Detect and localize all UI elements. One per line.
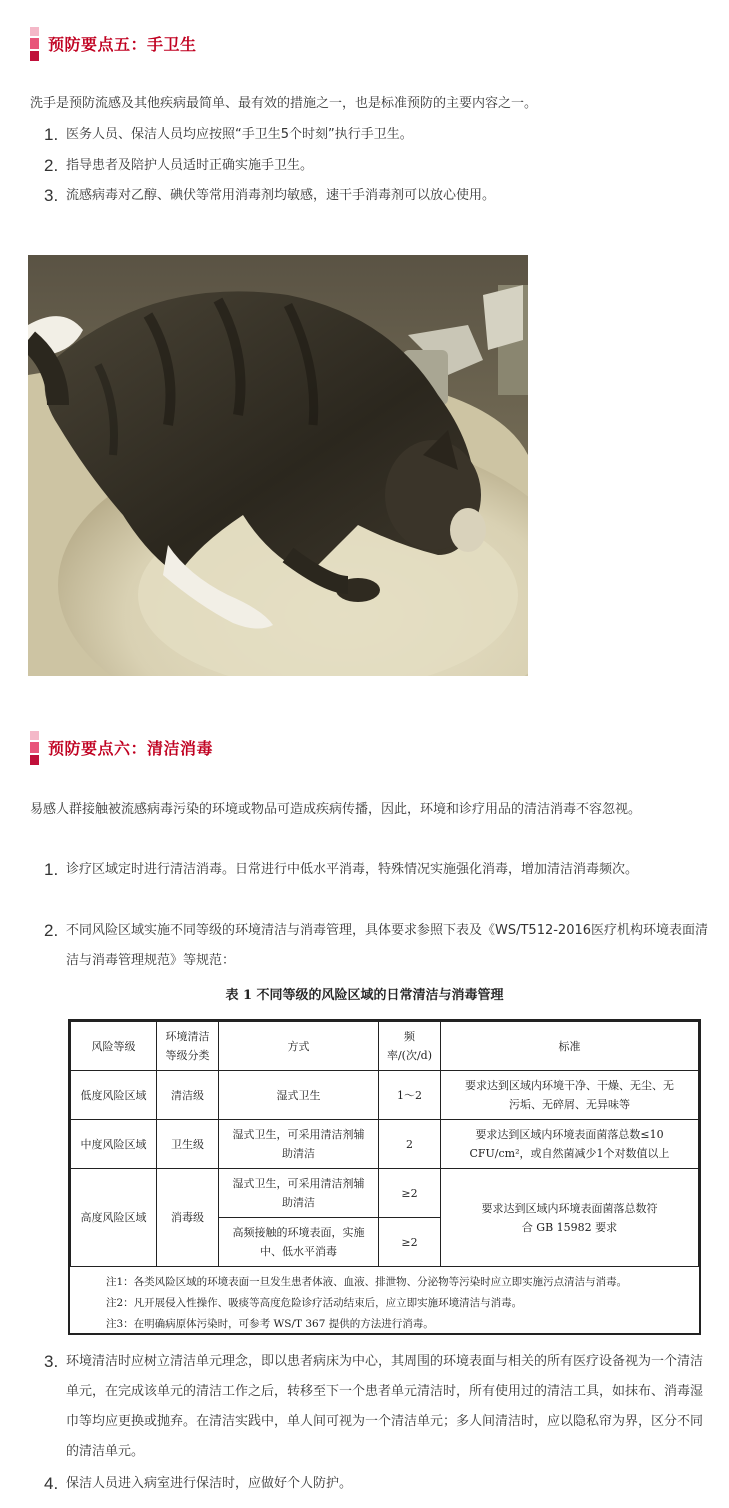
list-text: 不同风险区域实施不同等级的环境清洁与消毒管理，具体要求参照下表及《WS/T512-2016医疗机构环境表面清洁与消毒管理规范》等规范： bbox=[66, 923, 709, 968]
section-header-cleaning bbox=[30, 731, 430, 765]
cell-level: 清洁级 bbox=[157, 1071, 219, 1120]
list-text: 保洁人员进入病室进行保洁时，应做好个人防护。 bbox=[66, 1476, 353, 1491]
cell-standard: 要求达到区域内环境干净、干燥、无尘、无污垢、无碎屑、无异味等 bbox=[441, 1071, 699, 1120]
section-marker-icon bbox=[30, 27, 39, 61]
table-note: 注1：各类风险区域的环境表面一旦发生患者体液、血液、排泄物、分泌物等污染时应立即实施污点清洁与消毒。 bbox=[106, 1276, 628, 1288]
table-notes bbox=[70, 1267, 699, 1335]
cleaning-standards-table bbox=[68, 1019, 701, 1335]
list-text: 诊疗区域定时进行清洁消毒。日常进行中低水平消毒，特殊情况实施强化消毒，增加清洁消毒频次。 bbox=[66, 862, 639, 877]
table-note: 注2：凡开展侵入性操作、吸痰等高度危险诊疗活动结束后，应立即实施环境清洁与消毒。 bbox=[106, 1297, 523, 1309]
list-number: 3. bbox=[44, 1352, 59, 1371]
intro-paragraph: 洗手是预防流感及其他疾病最简单、最有效的措施之一，也是标准预防的主要内容之一。 bbox=[30, 96, 538, 111]
list-text: 指导患者及陪护人员适时正确实施手卫生。 bbox=[66, 158, 314, 173]
cell-frequency: ≥2 bbox=[379, 1218, 441, 1267]
list-text: 流感病毒对乙醇、碘伏等常用消毒剂均敏感，速干手消毒剂可以放心使用。 bbox=[66, 188, 496, 203]
cell-method: 湿式卫生，可采用清洁剂辅助清洁 bbox=[219, 1120, 379, 1169]
header-risk-level: 风险等级 bbox=[71, 1022, 157, 1071]
section-header-hand-hygiene bbox=[30, 27, 430, 61]
cell-method: 湿式卫生 bbox=[219, 1071, 379, 1120]
list-item bbox=[44, 855, 710, 885]
list-number: 1. bbox=[44, 125, 59, 144]
list-text: 医务人员、保洁人员均应按照“手卫生5个时刻”执行手卫生。 bbox=[66, 127, 413, 142]
cell-risk: 中度风险区域 bbox=[71, 1120, 157, 1169]
table-row bbox=[71, 1071, 699, 1120]
header-method: 方式 bbox=[219, 1022, 379, 1071]
header-clean-level: 环境清洁等级分类 bbox=[157, 1022, 219, 1071]
list-number: 2. bbox=[44, 156, 59, 175]
list-number: 4. bbox=[44, 1474, 59, 1493]
list-item bbox=[44, 120, 710, 150]
table-note: 注3：在明确病原体污染时，可参考 WS/T 367 提供的方法进行消毒。 bbox=[106, 1318, 434, 1330]
cell-method: 湿式卫生，可采用清洁剂辅助清洁 bbox=[219, 1169, 379, 1218]
cell-frequency: 1～2 bbox=[379, 1071, 441, 1120]
section-title: 预防要点五：手卫生 bbox=[48, 35, 197, 54]
header-standard: 标准 bbox=[441, 1022, 699, 1071]
list-text: 环境清洁时应树立清洁单元理念，即以患者病床为中心，其周围的环境表面与相关的所有医疗设备视为一个清洁单元，在完成该单元的清洁工作之后，转移至下一个患者单元清洁时，所有使用过的清洁工具，如抹布、消毒湿巾等均应更换或抛弃。在清洁实践中，单人间可视为一个清洁单元；多人间清洁时，应以隐私帘为界，区分不同的清洁单元。 bbox=[66, 1354, 704, 1459]
intro-paragraph: 易感人群接触被流感病毒污染的环境或物品可造成疾病传播，因此，环境和诊疗用品的清洁消毒不容忽视。 bbox=[30, 802, 642, 817]
table-row bbox=[71, 1169, 699, 1218]
list-number: 3. bbox=[44, 186, 59, 205]
header-frequency: 频率/(次/d) bbox=[379, 1022, 441, 1071]
cat-washing-in-sink-image bbox=[28, 255, 528, 676]
cell-level: 卫生级 bbox=[157, 1120, 219, 1169]
list-item bbox=[44, 916, 710, 976]
list-item bbox=[44, 1347, 710, 1467]
list-item bbox=[44, 181, 710, 211]
cell-standard: 要求达到区域内环境表面菌落总数≤10 CFU/cm²，或自然菌减少1个对数值以上 bbox=[441, 1120, 699, 1169]
list-number: 2. bbox=[44, 921, 59, 940]
section-title: 预防要点六：清洁消毒 bbox=[48, 739, 214, 758]
list-item bbox=[44, 151, 710, 181]
cell-standard: 要求达到区域内环境表面菌落总数符合 GB 15982 要求 bbox=[441, 1169, 699, 1267]
cell-frequency: 2 bbox=[379, 1120, 441, 1169]
cell-level: 消毒级 bbox=[157, 1169, 219, 1267]
cell-method: 高频接触的环境表面，实施中、低水平消毒 bbox=[219, 1218, 379, 1267]
cell-frequency: ≥2 bbox=[379, 1169, 441, 1218]
table-row bbox=[71, 1120, 699, 1169]
cell-risk: 低度风险区域 bbox=[71, 1071, 157, 1120]
cell-risk: 高度风险区域 bbox=[71, 1169, 157, 1267]
table-caption: 表 1 不同等级的风险区域的日常清洁与消毒管理 bbox=[225, 988, 504, 1003]
list-item bbox=[44, 1469, 710, 1499]
section-marker-icon bbox=[30, 731, 39, 765]
list-number: 1. bbox=[44, 860, 59, 879]
